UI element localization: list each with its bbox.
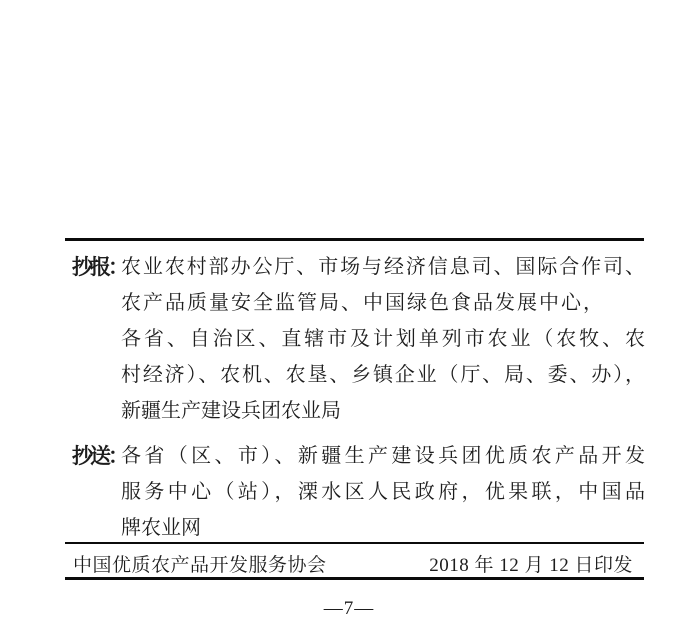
cc-report-line: 农产品质量安全监管局、中国绿色食品发展中心，: [121, 292, 605, 314]
separator-line-footer-top: [65, 542, 644, 544]
cc-report-line: 新疆生产建设兵团农业局: [121, 400, 341, 422]
footer-row: [73, 548, 633, 578]
cc-report-section: [72, 249, 645, 429]
issuer-name: 中国优质农产品开发服务协会: [73, 554, 327, 576]
print-date: 2018 年 12 月 12 日印发: [429, 554, 633, 576]
cc-send-line: 服务中心（站），溧水区人民政府，优果联，中国品: [121, 481, 645, 503]
page-number: —7—: [323, 598, 375, 619]
separator-line-footer-bottom: [65, 577, 644, 580]
separator-line-top: [65, 238, 644, 241]
cc-send-line: 各省（区、市）、新疆生产建设兵团优质农产品开发: [121, 445, 645, 467]
cc-report-content: [121, 249, 645, 429]
cc-send-section: [72, 438, 645, 546]
cc-report-label: 抄报：: [72, 255, 126, 279]
cc-report-line: 村经济）、农机、农垦、乡镇企业（厅、局、委、办），: [121, 364, 645, 386]
cc-report-line: 各省、自治区、直辖市及计划单列市农业（农牧、农: [121, 328, 645, 350]
cc-report-line: 农业农村部办公厅、市场与经济信息司、国际合作司、: [121, 256, 645, 278]
cc-sections: [72, 249, 645, 546]
cc-send-line: 牌农业网: [121, 517, 201, 539]
cc-send-label: 抄送：: [72, 444, 126, 468]
cc-send-content: [121, 438, 645, 546]
